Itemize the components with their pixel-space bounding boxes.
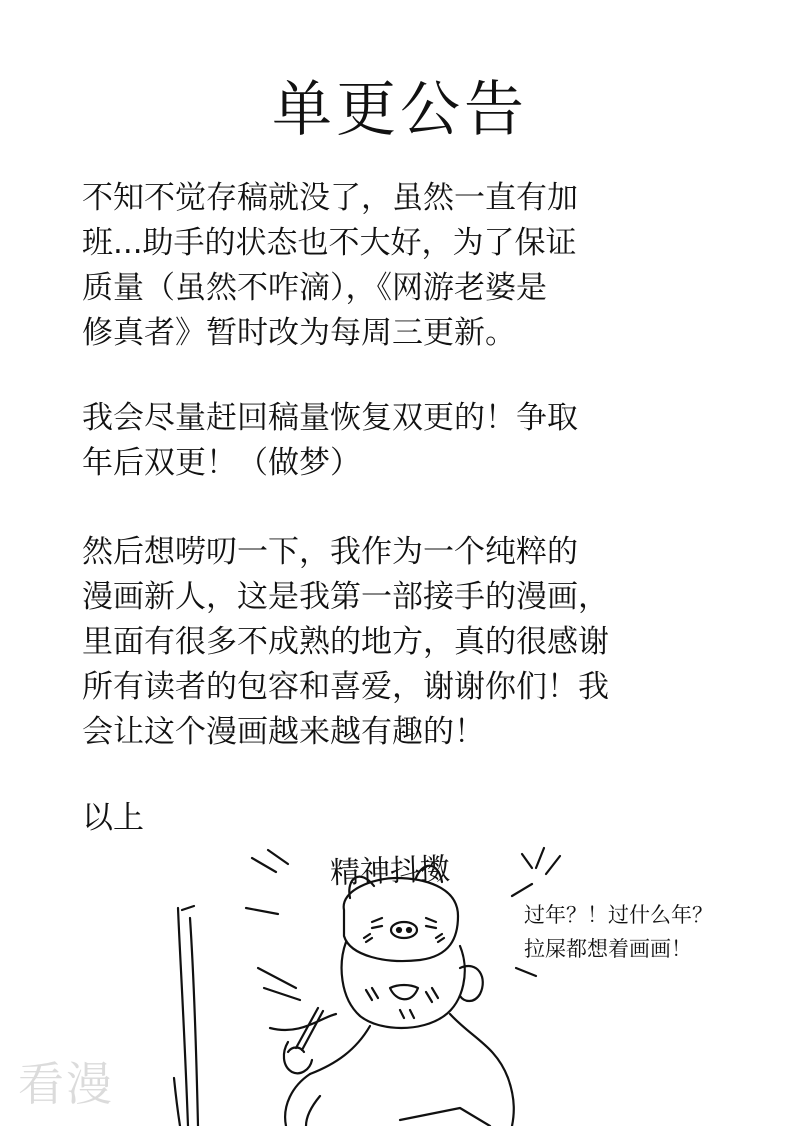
text-line: 修真者》暂时改为每周三更新。	[82, 315, 516, 351]
text-line: 漫画新人，这是我第一部接手的漫画，	[82, 579, 609, 615]
text-line: 我会尽量赶回稿量恢复双更的！争取	[82, 400, 578, 436]
paragraph-thanks	[82, 530, 722, 755]
text-line: 所有读者的包容和喜爱，谢谢你们！我	[82, 669, 609, 705]
speech-line: 过年？！过什么年？	[524, 903, 713, 927]
artist-sketch-illustration	[160, 838, 800, 1126]
speech-line: 拉屎都想着画画！	[524, 937, 692, 961]
text-line: 不知不觉存稿就没了，虽然一直有加	[82, 180, 578, 216]
watermark: 看漫	[18, 1057, 114, 1111]
text-line: 会让这个漫画越来越有趣的！	[82, 714, 485, 750]
text-line: 以上	[82, 800, 144, 836]
text-line: 年后双更！（做梦）	[82, 445, 361, 481]
paragraph-closing	[82, 796, 722, 841]
hand-lettered-label: 精神抖擞	[329, 851, 451, 892]
text-line: 班...助手的状态也不大好，为了保证	[82, 225, 577, 261]
text-line: 质量（虽然不咋滴），《网游老婆是	[82, 270, 547, 306]
text-line: 然后想唠叨一下，我作为一个纯粹的	[82, 534, 578, 570]
paragraph-schedule-change	[82, 176, 722, 356]
paragraph-double-update	[82, 396, 722, 486]
speech-text	[524, 898, 713, 966]
text-line: 里面有很多不成熟的地方，真的很感谢	[82, 624, 609, 660]
page-title: 单更公告	[272, 75, 528, 146]
